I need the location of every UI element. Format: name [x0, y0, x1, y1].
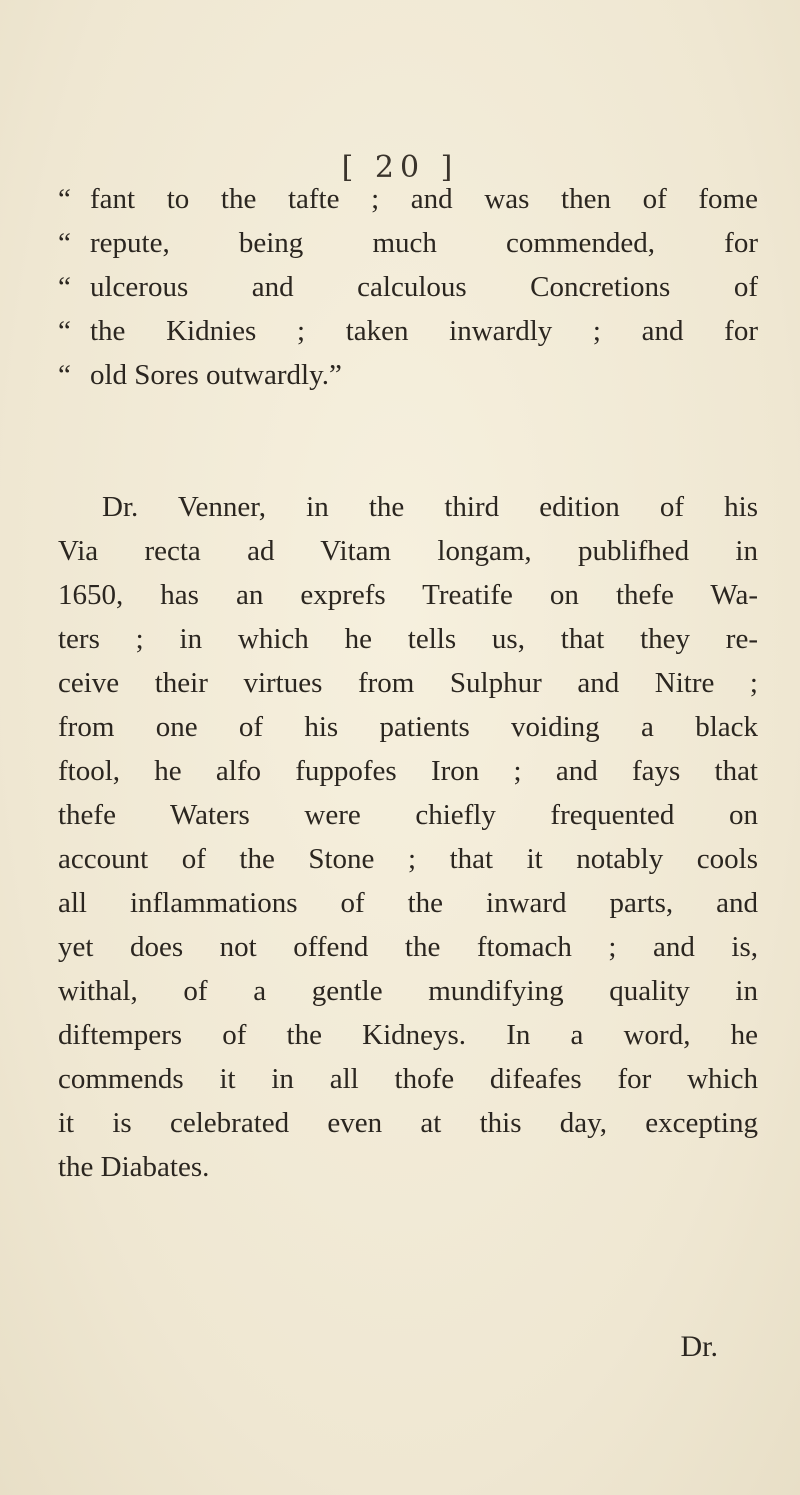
paragraph-line: all inflammations of the inward parts, and: [58, 887, 758, 919]
paragraph-line: 1650, has an exprefs Treatife on thefe Wa-: [58, 579, 758, 611]
quote-line: “ the Kidnies ; taken inwardly ; and for: [58, 315, 758, 347]
quote-line: “ old Sores outwardly.”: [58, 359, 342, 391]
paragraph-line: ters ; in which he tells us, that they re-: [58, 623, 758, 655]
paragraph-line: diftempers of the Kidneys. In a word, he: [58, 1019, 758, 1051]
paragraph-line: Via recta ad Vitam longam, publifhed in: [58, 535, 758, 567]
paragraph-line: from one of his patients voiding a black: [58, 711, 758, 743]
paragraph-line: the Diabates.: [58, 1151, 210, 1183]
page-number: [ 20 ]: [341, 150, 459, 185]
paragraph-line: ceive their virtues from Sulphur and Nitre ;: [58, 667, 758, 699]
quote-line: “ repute, being much commended, for: [58, 227, 758, 259]
paragraph-line: account of the Stone ; that it notably cools: [58, 843, 758, 875]
paragraph-line: thefe Waters were chiefly frequented on: [58, 799, 758, 831]
catchword: Dr.: [680, 1330, 718, 1363]
paragraph-line: Dr. Venner, in the third edition of his: [102, 491, 758, 523]
paragraph-line: it is celebrated even at this day, excepting: [58, 1107, 758, 1139]
quote-line: “ ulcerous and calculous Concretions of: [58, 271, 758, 303]
paragraph-line: ftool, he alfo fuppofes Iron ; and fays that: [58, 755, 758, 787]
paragraph-line: withal, of a gentle mundifying quality in: [58, 975, 758, 1007]
quote-line: “ fant to the tafte ; and was then of fome: [58, 183, 758, 215]
paragraph-line: commends it in all thofe difeafes for which: [58, 1063, 758, 1095]
paragraph-line: yet does not offend the ftomach ; and is,: [58, 931, 758, 963]
